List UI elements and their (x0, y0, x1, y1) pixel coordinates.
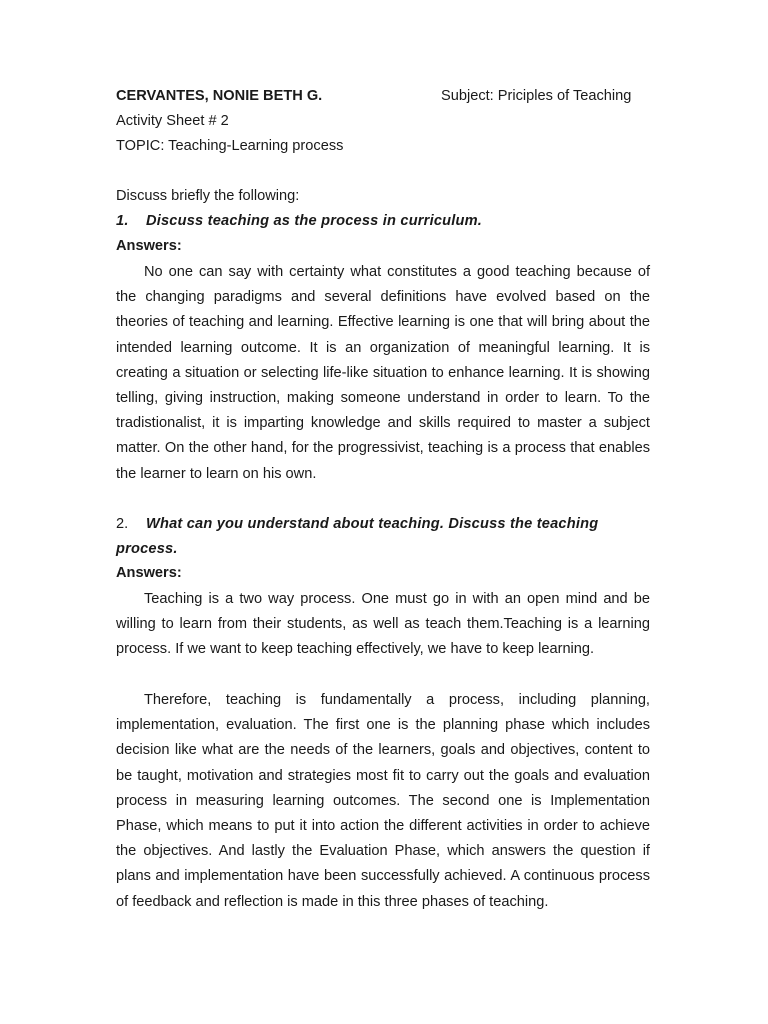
answer-1-paragraph: No one can say with certainty what constitutes a good teaching because of the changing paradigms and several definitions have evolved based on the theories of teaching and learning. Effective learning is one that will bring about the intended learning outcome. It is an organization of meaningful learning. It is creating a situation or selecting life-like situation to enhance learning. It is showing telling, giving instruction, making someone understand in order to learn. To the tradistionalist, it is imparting knowledge and skills required to master a subject matter. On the other hand, for the progressivist, teaching is a process that enables the learner to learn on his own. (116, 264, 650, 482)
instruction-line: Discuss briefly the following: (116, 188, 300, 204)
question-2 (116, 514, 598, 534)
student-name: CERVANTES, NONIE BETH G. (116, 88, 323, 104)
question-2-text-line2: process. (116, 541, 178, 557)
activity-sheet-line: Activity Sheet # 2 (116, 113, 229, 129)
question-2-text-line1: What can you understand about teaching. Discuss the teaching (146, 516, 599, 532)
answer-2-paragraph-1: Teaching is a two way process. One must go in with an open mind and be willing to learn from their students, as well as teach them.Teaching is a learning process. If we want to keep teaching effectively, we have to keep learning. (116, 591, 650, 658)
subject-line: Subject: Priciples of Teaching (441, 88, 632, 104)
answer-2-paragraph-2: Therefore, teaching is fundamentally a process, including planning, implementation, evaluation. The first one is the planning phase which includes decision like what are the needs of the learners, goals and objectives, content to be taught, motivation and strategies most fit to carry out the goals and evaluation process in measuring learning outcomes. The second one is Implementation Phase, which means to put it into action the different activities in order to achieve the objectives. And lastly the Evaluation Phase, which answers the question if plans and implementation have been successfully achieved. A continuous process of feedback and reflection is made in this three phases of teaching. (116, 692, 650, 910)
question-1 (116, 211, 482, 231)
question-1-text: Discuss teaching as the process in curriculum. (146, 213, 483, 229)
answers-label-1: Answers: (116, 238, 182, 254)
answers-label-2: Answers: (116, 565, 182, 581)
question-1-number: 1. (116, 213, 129, 229)
question-2-number: 2. (116, 516, 129, 532)
topic-line: TOPIC: Teaching-Learning process (116, 138, 344, 154)
